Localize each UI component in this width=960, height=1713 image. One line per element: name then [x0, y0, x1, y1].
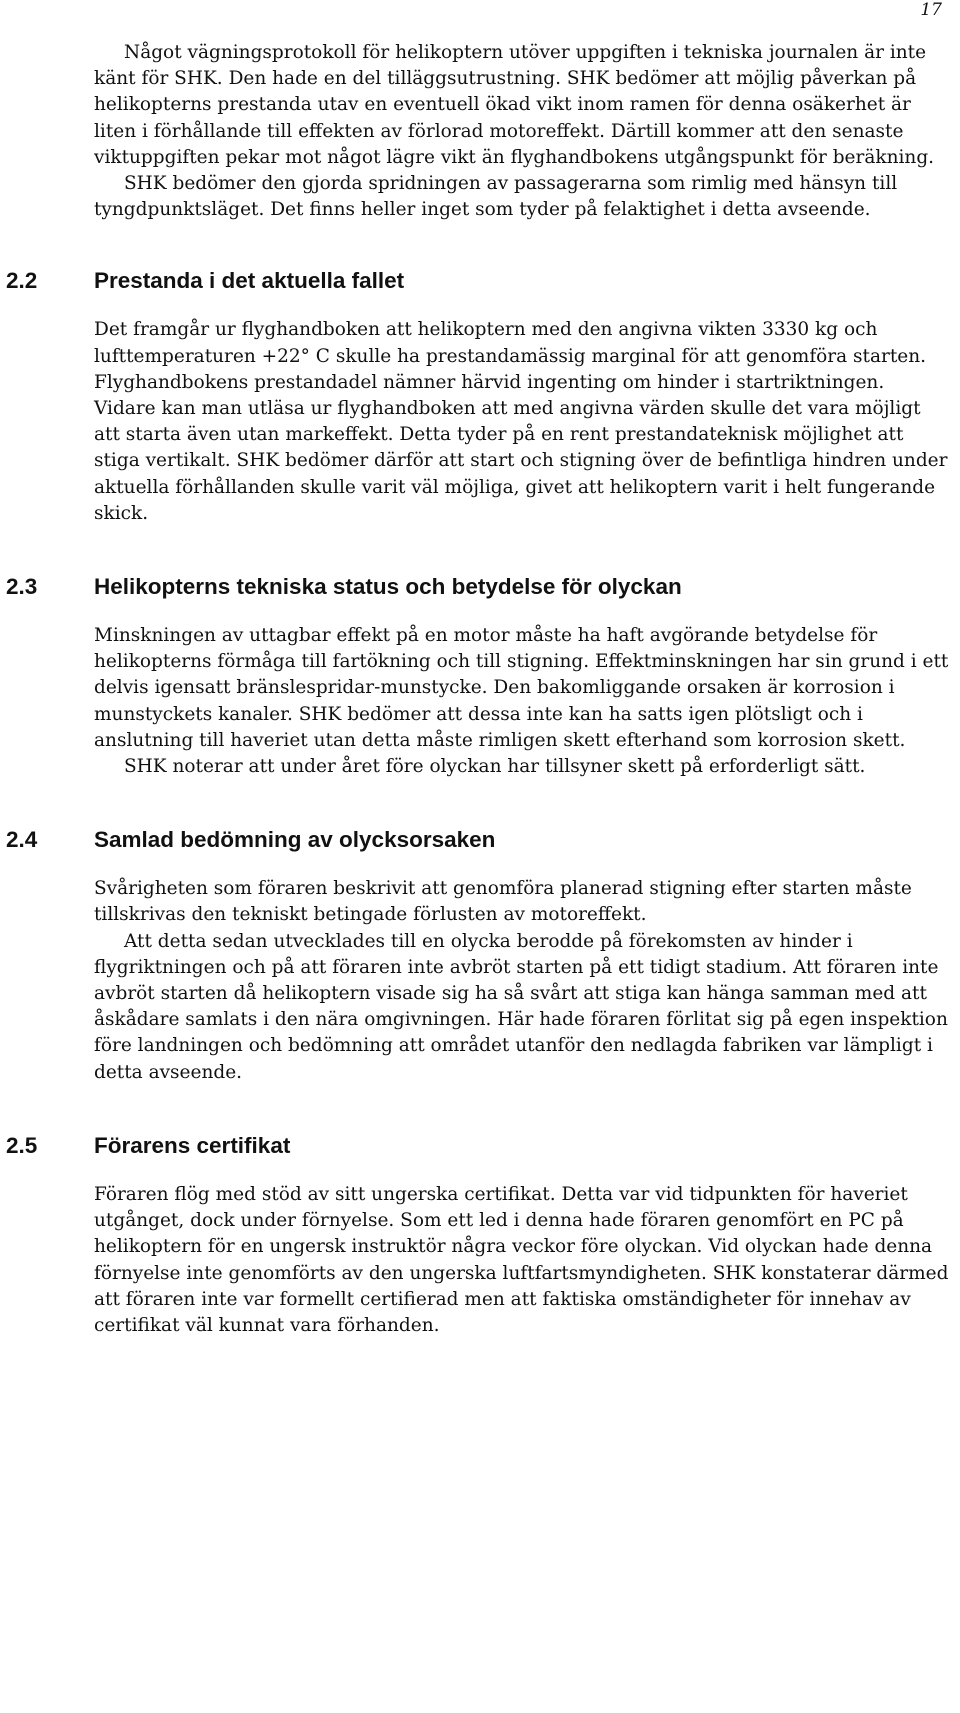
section-heading	[6, 265, 950, 297]
section-2-5	[6, 1130, 950, 1339]
document-body	[6, 40, 950, 1339]
section-title: Samlad bedömning av olycksorsaken	[94, 827, 496, 853]
section-heading	[6, 571, 950, 603]
section-heading	[6, 824, 950, 856]
section-title: Prestanda i det aktuella fallet	[94, 268, 405, 294]
section-heading	[6, 1130, 950, 1162]
section-paragraph: Det framgår ur flyghandboken att helikoptern med den angivna vikten 3330 kg och lufttemperaturen +22° C skulle ha prestandamässig marginal för att genomföra starten. Flyghandbokens prestandadel nämner härvid ingenting om hinder i startriktningen. Vidare kan man utläsa ur flyghandboken att med angivna värden skulle det vara möjligt att starta även utan markeffekt. Detta tyder på en rent prestandateknisk möjlighet att stiga vertikalt. SHK bedömer därför att start och stigning över de befintliga hindren under aktuella förhållanden skulle varit väl möjliga, givet att helikoptern varit i helt fungerande skick.	[94, 319, 948, 524]
section-number: 2.2	[6, 268, 38, 294]
section-title: Helikopterns tekniska status och betydelse för olyckan	[94, 574, 682, 600]
page-number: 17	[920, 0, 942, 20]
section-2-2	[6, 265, 950, 527]
section-title: Förarens certifikat	[94, 1132, 291, 1158]
section-paragraph: Föraren flög med stöd av sitt ungerska certifikat. Detta var vid tidpunkten för haveriet utgånget, dock under förnyelse. Som ett led i denna hade föraren genomfört en PC på helikoptern för en ungersk instruktör några veckor före olyckan. Vid olyckan hade denna förnyelse inte genomförts av den ungerska luftfartsmyndigheten. SHK konstaterar därmed att föraren inte var formellt certifierad men att faktiska omständigheter för innehav av certifikat väl kunnat vara förhanden.	[94, 1183, 949, 1336]
section-2-4	[6, 824, 950, 1086]
section-paragraph: Svårigheten som föraren beskrivit att genomföra planerad stigning efter starten måste tillskrivas den tekniskt betingade förlusten av motoreffekt.	[94, 878, 912, 926]
section-paragraph: Minskningen av uttagbar effekt på en motor måste ha haft avgörande betydelse för helikopterns förmåga till fartökning och till stigning. Effektminskningen har sin grund i ett delvis igensatt bränslespridar-munstycke. Den bakomliggande orsaken är korrosion i munstyckets kanaler. SHK bedömer att dessa inte kan ha satts igen plötsligt och i anslutning till haveriet utan detta måste rimligen skett efterhand som korrosion skett.	[94, 625, 949, 751]
intro-paragraph-1: Något vägningsprotokoll för helikoptern utöver uppgiften i tekniska journalen är inte känt för SHK. Den hade en del tilläggsutrustning. SHK bedömer att möjlig påverkan på helikopterns prestanda utav en eventuell ökad vikt inom ramen för denna osäkerhet är liten i förhållande till effekten av förlorad motoreffekt. Därtill kommer att den senaste viktuppgiften pekar mot något lägre vikt än flyghandbokens utgångspunkt för beräkning.	[94, 42, 935, 168]
intro-block	[94, 40, 950, 223]
intro-paragraph-2: SHK bedömer den gjorda spridningen av passagerarna som rimlig med hänsyn till tyngdpunktsläget. Det finns heller inget som tyder på felaktighet i detta avseende.	[94, 173, 898, 221]
section-number: 2.3	[6, 574, 38, 600]
section-paragraph: SHK noterar att under året före olyckan har tillsyner skett på erforderligt sätt.	[124, 756, 866, 778]
section-2-3	[6, 571, 950, 780]
section-number: 2.5	[6, 1132, 38, 1158]
section-number: 2.4	[6, 827, 38, 853]
section-paragraph: Att detta sedan utvecklades till en olycka berodde på förekomsten av hinder i flygriktningen och på att föraren inte avbröt starten på ett tidigt stadium. Att föraren inte avbröt starten då helikoptern visade sig ha så svårt att stiga kan hänga samman med att åskådare samlats i den nära omgivningen. Här hade föraren förlitat sig på egen inspektion före landningen och bedömning att området utanför den nedlagda fabriken var lämpligt i detta avseende.	[94, 930, 948, 1083]
